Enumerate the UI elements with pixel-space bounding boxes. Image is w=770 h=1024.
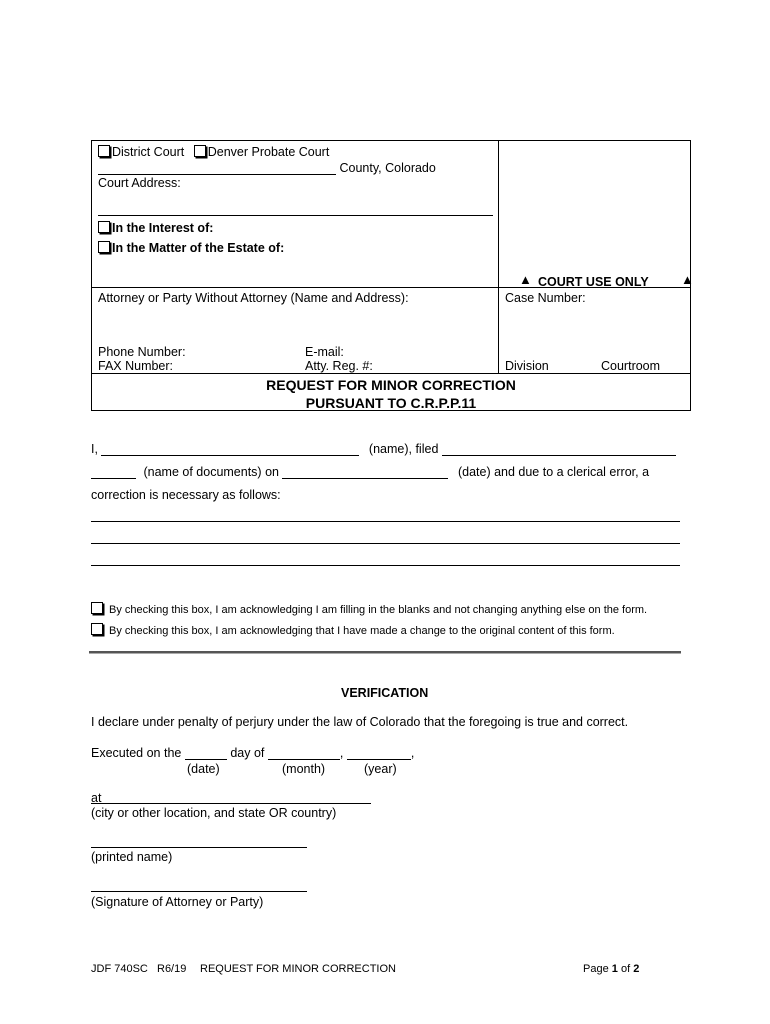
- county-field[interactable]: [98, 162, 336, 175]
- correction-line-1[interactable]: [91, 521, 680, 522]
- in-the-interest-row: [98, 221, 213, 235]
- date-sublabel: (date): [187, 762, 220, 776]
- acknowledge-change-label: By checking this box, I am acknowledging that I have made a change to the original content of this form.: [109, 625, 615, 637]
- i-label: I,: [91, 442, 98, 456]
- footer-revision: R6/19: [157, 963, 187, 975]
- body-line-1: [91, 442, 676, 456]
- signature-line[interactable]: [91, 891, 307, 892]
- court-use-right-triangle-icon: ▲: [681, 272, 694, 287]
- name-of-documents-label: (name of documents) on: [143, 465, 279, 479]
- district-court-checkbox[interactable]: [98, 145, 110, 157]
- county-colorado-label: County, Colorado: [339, 161, 436, 175]
- correction-necessary-label: correction is necessary as follows:: [91, 488, 281, 502]
- court-selection-row: [98, 145, 329, 159]
- atty-reg-label: Atty. Reg. #:: [305, 359, 373, 373]
- court-address-label: Court Address:: [98, 176, 181, 190]
- page-label: Page: [583, 963, 609, 975]
- executed-date-field[interactable]: [185, 747, 227, 760]
- month-sublabel: (month): [282, 762, 326, 776]
- executed-on-row: Executed on the day of , ,: [91, 746, 415, 760]
- acknowledge-change-checkbox[interactable]: [91, 623, 103, 635]
- acknowledge-blanks-checkbox[interactable]: [91, 602, 103, 614]
- case-number-label: Case Number:: [505, 291, 586, 305]
- court-use-only-label: COURT USE ONLY: [538, 275, 649, 289]
- printed-name-line[interactable]: [91, 847, 307, 848]
- footer-page: [583, 963, 639, 975]
- page-number: 1: [611, 963, 618, 975]
- title-line-2: PURSUANT TO C.R.P.P.11: [305, 395, 477, 411]
- attorney-label: Attorney or Party Without Attorney (Name and Address):: [98, 291, 409, 305]
- denver-probate-court-label: Denver Probate Court: [207, 145, 330, 159]
- county-line: [98, 161, 436, 175]
- footer-form-id: JDF 740SC: [91, 963, 148, 975]
- in-the-matter-checkbox[interactable]: [98, 241, 110, 253]
- name-filed-label: (name), filed: [368, 442, 439, 456]
- acknowledge-blanks-label: By checking this box, I am acknowledging I am filling in the blanks and not changing anything else on the form.: [109, 604, 648, 616]
- executed-year-field[interactable]: [347, 747, 411, 760]
- body-line-2: [91, 465, 649, 479]
- correction-line-3[interactable]: [91, 565, 680, 566]
- year-sublabel: (year): [364, 762, 397, 776]
- district-court-label: District Court: [112, 145, 185, 159]
- printed-name-sublabel: (printed name): [91, 850, 173, 864]
- in-the-interest-checkbox[interactable]: [98, 221, 110, 233]
- caption-divider-title: [91, 373, 691, 374]
- at-label: at: [91, 791, 102, 805]
- acknowledge-change-row: [91, 623, 615, 637]
- phone-number-label: Phone Number:: [98, 345, 186, 359]
- executed-on-label: Executed on the: [91, 746, 182, 760]
- court-address-line[interactable]: [98, 215, 493, 216]
- executed-month-field[interactable]: [268, 747, 340, 760]
- court-use-left-triangle-icon: ▲: [519, 272, 532, 287]
- date-filed-field[interactable]: [282, 466, 448, 479]
- name-field[interactable]: [101, 443, 359, 456]
- title-line-1: REQUEST FOR MINOR CORRECTION: [266, 377, 516, 393]
- division-label: Division: [505, 359, 549, 373]
- day-of-label: day of: [230, 746, 265, 760]
- page-of-label: of: [620, 963, 631, 975]
- form-title: [91, 377, 691, 411]
- email-label: E-mail:: [305, 345, 344, 359]
- verification-heading: VERIFICATION: [341, 686, 429, 700]
- location-line[interactable]: [91, 803, 371, 804]
- caption-divider-vertical: [498, 140, 499, 374]
- date-clerical-label: (date) and due to a clerical error, a: [457, 465, 650, 479]
- fax-number-label: FAX Number:: [98, 359, 174, 373]
- location-sublabel: (city or other location, and state OR country): [91, 806, 337, 820]
- in-the-interest-label: In the Interest of:: [112, 221, 214, 235]
- footer-form-name: REQUEST FOR MINOR CORRECTION: [200, 963, 396, 975]
- section-divider: [89, 651, 681, 654]
- documents-field[interactable]: [91, 466, 136, 479]
- correction-line-2[interactable]: [91, 543, 680, 544]
- acknowledge-blanks-row: [91, 602, 647, 616]
- denver-probate-court-checkbox[interactable]: [194, 145, 206, 157]
- signature-sublabel: (Signature of Attorney or Party): [91, 895, 264, 909]
- page-total: 2: [633, 963, 640, 975]
- filed-field[interactable]: [442, 443, 676, 456]
- declare-statement: I declare under penalty of perjury under the law of Colorado that the foregoing is true and correct.: [91, 715, 629, 729]
- in-the-matter-row: [98, 241, 284, 255]
- in-the-matter-label: In the Matter of the Estate of:: [112, 241, 285, 255]
- courtroom-label: Courtroom: [601, 359, 661, 373]
